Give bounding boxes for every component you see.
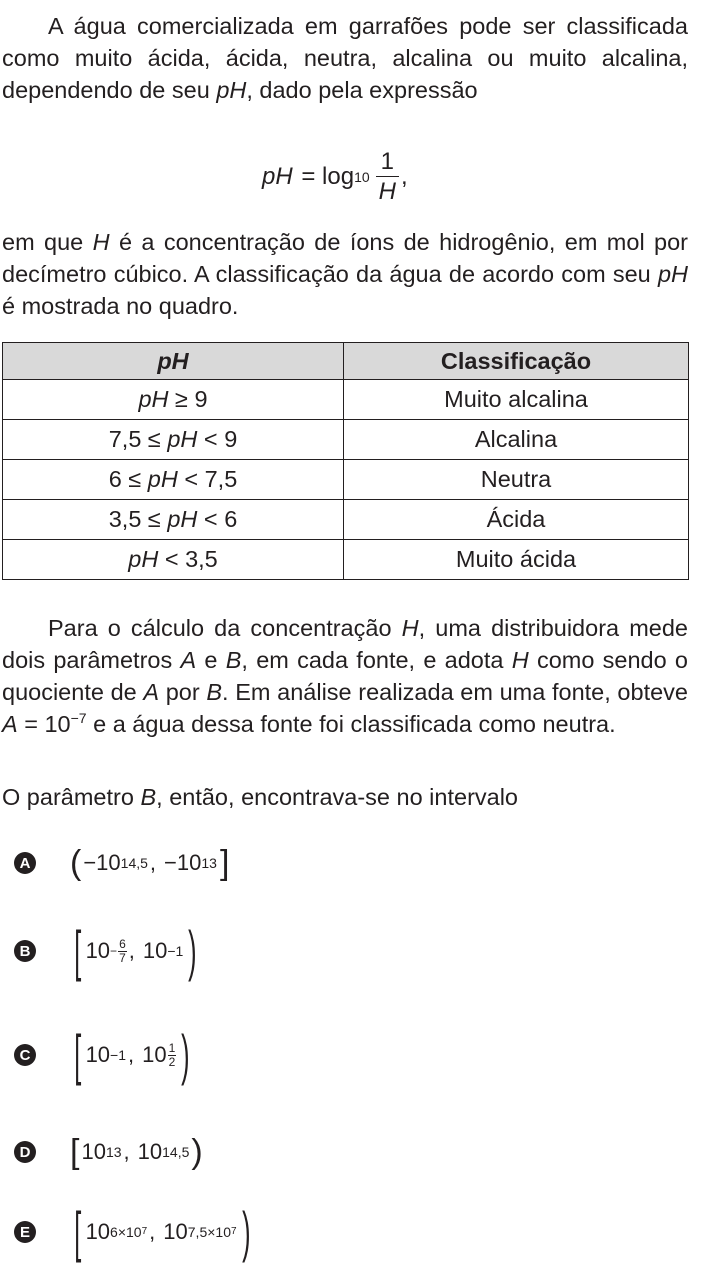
option-c[interactable] (14, 1023, 195, 1086)
option-d-badge: D (14, 1141, 36, 1163)
formula-fraction: $\frac{1}{H}$ (376, 148, 399, 207)
range-cell: pH ≥ 9 (3, 380, 344, 420)
option-e[interactable] (14, 1200, 255, 1263)
class-cell: Ácida (344, 500, 689, 540)
class-cell: Neutra (344, 460, 689, 500)
option-b-expression: [ 10 − $\frac{6}{7}$ , 10 −1 ) (74, 919, 197, 982)
header-ph: pH (3, 343, 344, 380)
definition-paragraph: em que H é a concentração de íons de hidrogênio, em mol por decímetro cúbico. A classificação da água de acordo com seu pH é mostrada no quadro. (2, 229, 688, 319)
option-d-expression: [ 10 13 , 10 14,5 ) (70, 1133, 203, 1171)
option-b-badge: B (14, 940, 36, 962)
question-prompt: O parâmetro B, então, encontrava-se no intervalo (2, 784, 519, 810)
class-cell: Muito alcalina (344, 380, 689, 420)
table-row (3, 500, 689, 540)
header-classification: Classificação (344, 343, 689, 380)
ph-formula: pH = log 10 $\frac{1}{H}$ , (262, 147, 408, 205)
option-a-badge: A (14, 852, 36, 874)
problem-paragraph: Para o cálculo da concentração H, uma distribuidora mede dois parâmetros A e B, em cada fonte, e adota H como sendo o quociente de A por B. Em análise realizada em uma fonte, obteve $A = 10^{-7}$ e a água dessa fonte foi classificada como neutra. (2, 615, 689, 737)
range-cell: pH < 3,5 (3, 540, 344, 580)
option-c-badge: C (14, 1044, 36, 1066)
option-b[interactable] (14, 919, 202, 982)
range-cell: 7,5 ≤ pH < 9 (3, 420, 344, 460)
option-e-expression: [ 10 6×10 7 , 10 7,5×10 7 ) (74, 1200, 251, 1263)
option-e-badge: E (14, 1221, 36, 1243)
class-cell: Alcalina (344, 420, 689, 460)
range-cell: 3,5 ≤ pH < 6 (3, 500, 344, 540)
class-cell: Muito ácida (344, 540, 689, 580)
table-row (3, 460, 689, 500)
option-a[interactable] (14, 846, 229, 880)
table-row (3, 420, 689, 460)
range-cell: 6 ≤ pH < 7,5 (3, 460, 344, 500)
intro-paragraph: A água comercializada em garrafões pode ser classificada como muito ácida, ácida, neutra, alcalina ou muito alcalina, dependendo de seu pH, dado pela expressão (2, 13, 688, 103)
option-c-expression: [ 10 −1 , 10 1 2 ) (74, 1023, 190, 1086)
table-row (3, 540, 689, 580)
table-row (3, 380, 689, 420)
option-d[interactable] (14, 1135, 203, 1169)
ph-classification-table (2, 342, 689, 580)
table-header (3, 343, 689, 380)
option-a-expression: ( −10 14,5 , −10 13 ] (70, 844, 230, 882)
